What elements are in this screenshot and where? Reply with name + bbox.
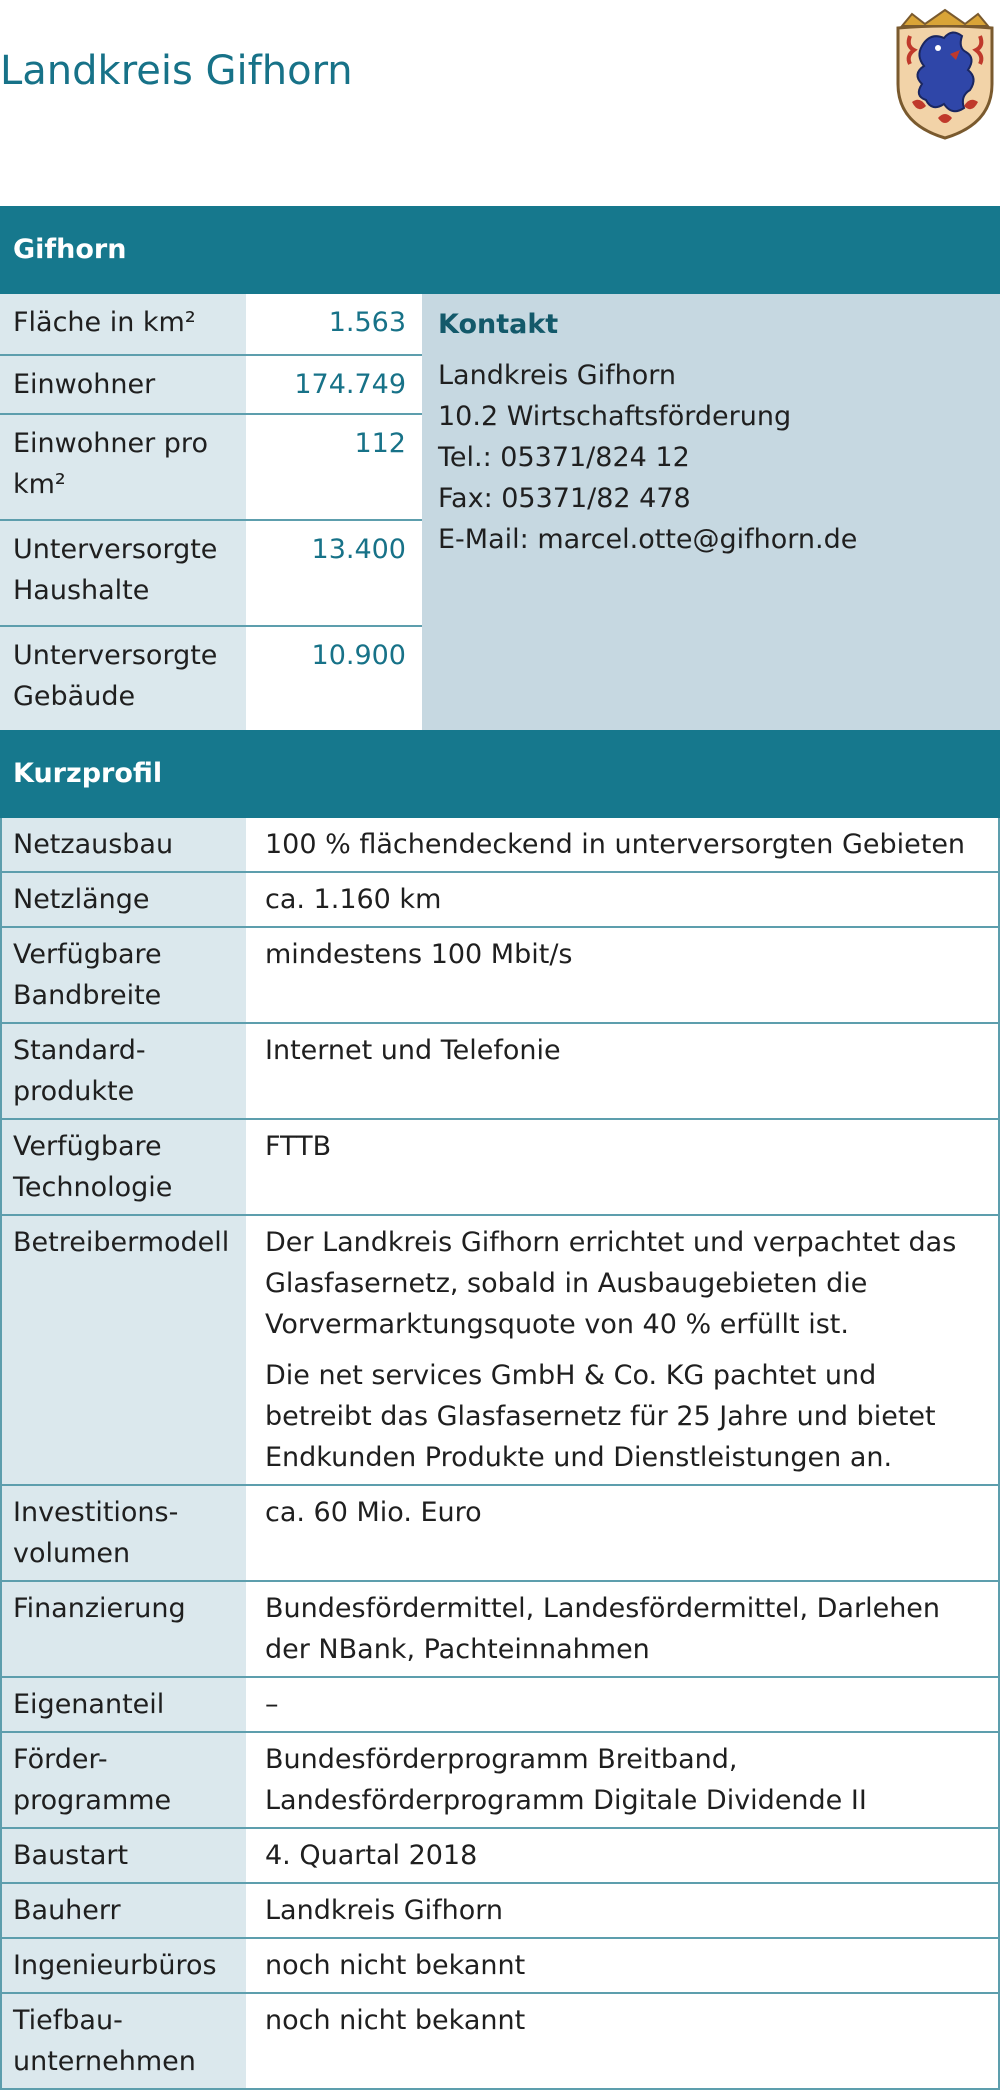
contact-email[interactable]: E-Mail: marcel.otte@gifhorn.de xyxy=(438,524,858,555)
stats-block xyxy=(0,294,1000,730)
row-value xyxy=(246,1884,998,1937)
row-label: Investitions-volumen xyxy=(2,1486,246,1580)
page-title: Landkreis Gifhorn xyxy=(0,48,353,94)
stat-row xyxy=(0,413,422,519)
table-row xyxy=(2,818,998,871)
stat-label: Einwohner xyxy=(0,356,246,413)
row-value xyxy=(246,1733,998,1827)
table-row xyxy=(2,1022,998,1118)
row-value xyxy=(246,1678,998,1731)
profile-card xyxy=(0,206,1000,2090)
row-value xyxy=(246,1829,998,1882)
coat-of-arms-icon xyxy=(892,6,998,140)
row-value-paragraph: noch nicht bekannt xyxy=(265,1950,526,1981)
row-label: Verfügbare Bandbreite xyxy=(2,928,246,1022)
row-value xyxy=(246,1024,998,1118)
table-row xyxy=(2,1937,998,1992)
row-value xyxy=(246,873,998,926)
contact-fax: Fax: 05371/82 478 xyxy=(438,483,691,514)
row-value xyxy=(246,1216,998,1484)
contact-line: Landkreis Gifhorn xyxy=(438,360,677,391)
row-label: Bauherr xyxy=(2,1884,246,1937)
contact-phone: Tel.: 05371/824 12 xyxy=(438,442,690,473)
contact-line: 10.2 Wirtschaftsförderung xyxy=(438,401,792,432)
table-row xyxy=(2,1484,998,1580)
row-value xyxy=(246,1939,998,1992)
row-label: Finanzierung xyxy=(2,1582,246,1676)
table-row xyxy=(2,1580,998,1676)
row-value xyxy=(246,1120,998,1214)
table-row xyxy=(2,926,998,1022)
section-heading-gifhorn: Gifhorn xyxy=(0,206,1000,294)
row-label: Eigenanteil xyxy=(2,1678,246,1731)
stat-row xyxy=(0,354,422,413)
row-value-paragraph: noch nicht bekannt xyxy=(265,2005,526,2036)
stats-table xyxy=(0,294,422,730)
row-label: Betreibermodell xyxy=(2,1216,246,1484)
contact-title: Kontakt xyxy=(438,309,559,340)
row-label: Förder-programme xyxy=(2,1733,246,1827)
row-label: Standard-produkte xyxy=(2,1024,246,1118)
row-value xyxy=(246,1994,998,2088)
stat-label: Fläche in km² xyxy=(0,294,246,354)
stat-label: Einwohner pro km² xyxy=(0,415,246,519)
stat-value: 1.563 xyxy=(246,294,422,354)
table-row xyxy=(2,1118,998,1214)
stat-value: 13.400 xyxy=(246,521,422,625)
table-row xyxy=(2,1882,998,1937)
table-row xyxy=(2,1827,998,1882)
row-value-paragraph: Der Landkreis Gifhorn errichtet und verpachtet das Glasfasernetz, sobald in Ausbaugebieten die Vorvermarktungsquote von 40 % erfüllt ist. xyxy=(265,1227,957,1340)
table-row xyxy=(2,871,998,926)
row-label: Baustart xyxy=(2,1829,246,1882)
table-row xyxy=(2,1676,998,1731)
stat-value: 174.749 xyxy=(246,356,422,413)
table-row xyxy=(2,1731,998,1827)
stat-row xyxy=(0,519,422,625)
stat-row xyxy=(0,294,422,354)
stat-value: 112 xyxy=(246,415,422,519)
row-label: Tiefbau-unternehmen xyxy=(2,1994,246,2088)
row-value-paragraph: Bundesförderprogramm Breitband, Landesförderprogramm Digitale Dividende II xyxy=(265,1744,867,1816)
stat-label: Unterversorgte Gebäude xyxy=(0,627,246,730)
row-value-paragraph: ca. 60 Mio. Euro xyxy=(265,1497,482,1528)
row-value-paragraph: ca. 1.160 km xyxy=(265,884,442,915)
stat-value: 10.900 xyxy=(246,627,422,730)
section-heading-kurzprofil: Kurzprofil xyxy=(0,730,1000,818)
row-label: Ingenieurbüros xyxy=(2,1939,246,1992)
row-value xyxy=(246,928,998,1022)
row-value-paragraph: Die net services GmbH & Co. KG pachtet und betreibt das Glasfasernetz für 25 Jahre und bietet Endkunden Produkte und Dienstleistungen an. xyxy=(265,1360,936,1473)
stat-row xyxy=(0,625,422,730)
table-row xyxy=(2,1214,998,1484)
table-row xyxy=(2,1992,998,2088)
row-label: Netzausbau xyxy=(2,818,246,871)
row-value xyxy=(246,1486,998,1580)
contact-box xyxy=(422,294,1000,730)
row-value-paragraph: – xyxy=(265,1689,279,1720)
row-value-paragraph: Landkreis Gifhorn xyxy=(265,1895,504,1926)
stat-label: Unterversorgte Haushalte xyxy=(0,521,246,625)
profile-table xyxy=(0,818,1000,2090)
row-value-paragraph: FTTB xyxy=(265,1131,332,1162)
row-value-paragraph: mindestens 100 Mbit/s xyxy=(265,939,573,970)
row-value xyxy=(246,818,998,871)
row-label: Verfügbare Technologie xyxy=(2,1120,246,1214)
row-value xyxy=(246,1582,998,1676)
row-label: Netzlänge xyxy=(2,873,246,926)
row-value-paragraph: 100 % flächendeckend in unterversorgten Gebieten xyxy=(265,829,966,860)
row-value-paragraph: Bundesfördermittel, Landesfördermittel, Darlehen der NBank, Pachteinnahmen xyxy=(265,1593,941,1665)
row-value-paragraph: 4. Quartal 2018 xyxy=(265,1840,478,1871)
row-value-paragraph: Internet und Telefonie xyxy=(265,1035,561,1066)
